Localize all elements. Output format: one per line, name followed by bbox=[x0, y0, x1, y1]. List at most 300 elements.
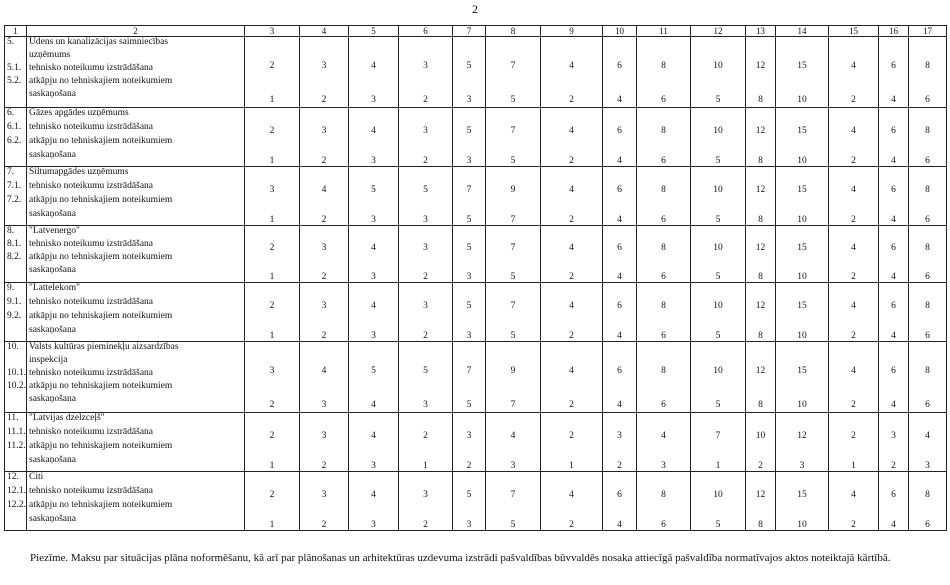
value-cell bbox=[746, 226, 776, 283]
value-cell bbox=[829, 472, 879, 531]
technical-conditions-fee: 8 bbox=[661, 185, 666, 195]
technical-conditions-fee: 3 bbox=[321, 243, 327, 253]
description-cell bbox=[27, 226, 245, 283]
deviation-approval-fee: 4 bbox=[891, 399, 896, 410]
value-cell bbox=[453, 283, 486, 342]
value-cell bbox=[691, 226, 746, 283]
technical-conditions-fee: 2 bbox=[269, 61, 275, 71]
technical-conditions-fee: 4 bbox=[851, 301, 856, 311]
technical-conditions-fee: 3 bbox=[321, 301, 327, 311]
description-line: tehnisko noteikumu izstrādāšana bbox=[29, 63, 153, 73]
technical-conditions-fee: 10 bbox=[713, 126, 723, 136]
row-number bbox=[7, 210, 25, 224]
description-line: tehnisko noteikumu izstrādāšana bbox=[29, 486, 153, 496]
description-cell bbox=[27, 283, 245, 342]
deviation-approval-fee: 1 bbox=[269, 519, 275, 530]
deviation-approval-fee: 1 bbox=[269, 94, 275, 105]
row-number: 10.1. bbox=[7, 368, 26, 378]
row-number-cell bbox=[5, 108, 27, 167]
technical-conditions-fee: 8 bbox=[661, 490, 666, 500]
deviation-approval-fee: 3 bbox=[371, 330, 376, 341]
deviation-approval-fee: 1 bbox=[269, 155, 275, 166]
technical-conditions-fee: 2 bbox=[269, 243, 275, 253]
deviation-approval-fee: 4 bbox=[617, 519, 622, 530]
deviation-approval-fee: 2 bbox=[423, 519, 428, 530]
description-line: tehnisko noteikumu izstrādāšana bbox=[29, 122, 153, 132]
value-cell bbox=[245, 472, 300, 531]
technical-conditions-fee: 3 bbox=[617, 431, 622, 441]
deviation-approval-fee: 2 bbox=[321, 94, 327, 105]
technical-conditions-fee: 3 bbox=[466, 431, 472, 441]
row-number: 10. bbox=[7, 342, 19, 352]
value-cell bbox=[691, 167, 746, 226]
deviation-approval-fee: 2 bbox=[423, 330, 428, 341]
value-cell bbox=[637, 108, 691, 167]
technical-conditions-fee: 15 bbox=[797, 301, 807, 311]
deviation-approval-fee: 6 bbox=[925, 519, 930, 530]
value-cell bbox=[637, 472, 691, 531]
deviation-approval-fee: 3 bbox=[423, 399, 428, 410]
value-cell bbox=[486, 283, 541, 342]
technical-conditions-fee: 4 bbox=[569, 490, 574, 500]
row-number: 9.1. bbox=[7, 297, 22, 307]
technical-conditions-fee: 4 bbox=[371, 126, 376, 136]
deviation-approval-fee: 5 bbox=[715, 399, 721, 410]
value-cell bbox=[300, 108, 349, 167]
deviation-approval-fee: 5 bbox=[466, 399, 472, 410]
value-cell bbox=[486, 37, 541, 108]
deviation-approval-fee: 2 bbox=[466, 460, 472, 471]
page-number: 2 bbox=[472, 2, 478, 16]
technical-conditions-fee: 4 bbox=[851, 490, 856, 500]
deviation-approval-fee: 3 bbox=[466, 519, 472, 530]
deviation-approval-fee: 2 bbox=[569, 155, 574, 166]
deviation-approval-fee: 1 bbox=[715, 460, 721, 471]
value-cell bbox=[349, 167, 399, 226]
value-cell bbox=[603, 226, 637, 283]
value-cell bbox=[637, 167, 691, 226]
description-line: saskaņošana bbox=[29, 455, 76, 465]
deviation-approval-fee: 5 bbox=[715, 155, 721, 166]
technical-conditions-fee: 7 bbox=[466, 185, 472, 195]
value-cell bbox=[300, 283, 349, 342]
deviation-approval-fee: 3 bbox=[371, 519, 376, 530]
row-number: 8. bbox=[7, 226, 15, 236]
technical-conditions-fee: 5 bbox=[423, 366, 428, 376]
column-header: 13 bbox=[746, 26, 776, 37]
value-cell bbox=[453, 37, 486, 108]
row-number: 12.1. bbox=[7, 486, 26, 496]
technical-conditions-fee: 5 bbox=[466, 126, 472, 136]
technical-conditions-fee: 7 bbox=[510, 301, 516, 311]
column-header: 14 bbox=[776, 26, 829, 37]
technical-conditions-fee: 6 bbox=[891, 243, 896, 253]
technical-conditions-fee: 3 bbox=[269, 366, 275, 376]
description-line: "Lattelekom" bbox=[29, 283, 81, 293]
technical-conditions-fee: 8 bbox=[661, 243, 666, 253]
deviation-approval-fee: 5 bbox=[466, 214, 472, 225]
description-line: tehnisko noteikumu izstrādāšana bbox=[29, 368, 153, 378]
description-line: saskaņošana bbox=[29, 89, 76, 99]
column-header: 11 bbox=[637, 26, 691, 37]
deviation-approval-fee: 2 bbox=[851, 271, 856, 282]
deviation-approval-fee: 4 bbox=[891, 271, 896, 282]
value-cell bbox=[541, 413, 603, 472]
value-cell bbox=[603, 283, 637, 342]
deviation-approval-fee: 10 bbox=[797, 214, 807, 225]
technical-conditions-fee: 12 bbox=[755, 185, 766, 195]
deviation-approval-fee: 10 bbox=[797, 519, 807, 530]
deviation-approval-fee: 1 bbox=[269, 214, 275, 225]
technical-conditions-fee: 6 bbox=[891, 301, 896, 311]
deviation-approval-fee: 10 bbox=[797, 271, 807, 282]
deviation-approval-fee: 5 bbox=[715, 214, 721, 225]
deviation-approval-fee: 2 bbox=[569, 519, 574, 530]
value-cell bbox=[603, 413, 637, 472]
value-cell bbox=[637, 226, 691, 283]
technical-conditions-fee: 5 bbox=[466, 243, 472, 253]
technical-conditions-fee: 10 bbox=[713, 185, 723, 195]
deviation-approval-fee: 5 bbox=[510, 519, 516, 530]
value-cell bbox=[776, 472, 829, 531]
technical-conditions-fee: 12 bbox=[755, 61, 766, 71]
value-cell bbox=[486, 167, 541, 226]
deviation-approval-fee: 4 bbox=[617, 94, 622, 105]
column-header: 1 bbox=[5, 26, 27, 37]
technical-conditions-fee: 12 bbox=[755, 243, 766, 253]
description-cell bbox=[27, 413, 245, 472]
technical-conditions-fee: 4 bbox=[851, 61, 856, 71]
deviation-approval-fee: 6 bbox=[661, 519, 666, 530]
value-cell bbox=[909, 342, 947, 413]
deviation-approval-fee: 2 bbox=[321, 214, 327, 225]
value-cell bbox=[245, 226, 300, 283]
deviation-approval-fee: 5 bbox=[510, 155, 516, 166]
row-number: 11. bbox=[7, 413, 19, 423]
deviation-approval-fee: 6 bbox=[925, 271, 930, 282]
deviation-approval-fee: 6 bbox=[925, 155, 930, 166]
value-cell bbox=[637, 37, 691, 108]
technical-conditions-fee: 8 bbox=[925, 243, 930, 253]
value-cell bbox=[829, 167, 879, 226]
deviation-approval-fee: 6 bbox=[661, 94, 666, 105]
value-cell bbox=[486, 413, 541, 472]
value-cell bbox=[541, 108, 603, 167]
deviation-approval-fee: 2 bbox=[758, 460, 763, 471]
value-cell bbox=[691, 413, 746, 472]
value-cell bbox=[349, 342, 399, 413]
description-line: atkāpju no tehniskajiem noteikumiem bbox=[29, 76, 173, 86]
value-cell bbox=[879, 167, 909, 226]
deviation-approval-fee: 3 bbox=[371, 155, 376, 166]
value-cell bbox=[245, 342, 300, 413]
technical-conditions-fee: 4 bbox=[371, 431, 376, 441]
value-cell bbox=[776, 226, 829, 283]
technical-conditions-fee: 4 bbox=[371, 301, 376, 311]
deviation-approval-fee: 3 bbox=[466, 271, 472, 282]
value-cell bbox=[603, 37, 637, 108]
deviation-approval-fee: 2 bbox=[321, 271, 327, 282]
technical-conditions-fee: 10 bbox=[713, 301, 723, 311]
description-line: saskaņošana bbox=[29, 325, 76, 335]
value-cell bbox=[300, 472, 349, 531]
row-number bbox=[7, 151, 25, 165]
value-cell bbox=[300, 342, 349, 413]
row-number-cell bbox=[5, 37, 27, 108]
description-line: Citi bbox=[29, 472, 44, 482]
technical-conditions-fee: 5 bbox=[371, 366, 376, 376]
technical-conditions-fee: 3 bbox=[321, 490, 327, 500]
deviation-approval-fee: 2 bbox=[851, 214, 856, 225]
value-cell bbox=[399, 37, 453, 108]
deviation-approval-fee: 4 bbox=[617, 271, 622, 282]
deviation-approval-fee: 3 bbox=[371, 94, 376, 105]
value-cell bbox=[399, 108, 453, 167]
technical-conditions-fee: 3 bbox=[423, 490, 428, 500]
technical-conditions-fee: 2 bbox=[851, 431, 856, 441]
row-number-cell bbox=[5, 472, 27, 531]
value-cell bbox=[746, 37, 776, 108]
technical-conditions-fee: 2 bbox=[269, 301, 275, 311]
deviation-approval-fee: 5 bbox=[715, 271, 721, 282]
technical-conditions-fee: 7 bbox=[715, 431, 721, 441]
technical-conditions-fee: 10 bbox=[713, 490, 723, 500]
description-line: tehnisko noteikumu izstrādāšana bbox=[29, 427, 153, 437]
description-line: atkāpju no tehniskajiem noteikumiem bbox=[29, 441, 173, 451]
value-cell bbox=[486, 342, 541, 413]
deviation-approval-fee: 3 bbox=[466, 155, 472, 166]
deviation-approval-fee: 8 bbox=[758, 155, 763, 166]
technical-conditions-fee: 6 bbox=[617, 126, 622, 136]
technical-conditions-fee: 9 bbox=[510, 185, 516, 195]
deviation-approval-fee: 6 bbox=[661, 214, 666, 225]
value-cell bbox=[637, 283, 691, 342]
row-number: 7.2. bbox=[7, 195, 22, 205]
technical-conditions-fee: 12 bbox=[755, 126, 766, 136]
technical-conditions-fee: 15 bbox=[797, 243, 807, 253]
value-cell bbox=[541, 342, 603, 413]
column-header: 2 bbox=[27, 26, 245, 37]
description-cell bbox=[27, 342, 245, 413]
deviation-approval-fee: 2 bbox=[423, 271, 428, 282]
deviation-approval-fee: 8 bbox=[758, 330, 763, 341]
column-header: 15 bbox=[829, 26, 879, 37]
description-cell bbox=[27, 167, 245, 226]
value-cell bbox=[829, 342, 879, 413]
technical-conditions-fee: 10 bbox=[713, 61, 723, 71]
row-number: 9.2. bbox=[7, 311, 22, 321]
deviation-approval-fee: 4 bbox=[891, 330, 896, 341]
technical-conditions-fee: 4 bbox=[321, 185, 327, 195]
deviation-approval-fee: 6 bbox=[925, 214, 930, 225]
value-cell bbox=[349, 283, 399, 342]
deviation-approval-fee: 4 bbox=[891, 519, 896, 530]
row-number bbox=[7, 456, 25, 470]
technical-conditions-fee: 9 bbox=[510, 366, 516, 376]
deviation-approval-fee: 3 bbox=[510, 460, 516, 471]
row-number: 12. bbox=[7, 472, 19, 482]
technical-conditions-fee: 7 bbox=[510, 490, 516, 500]
deviation-approval-fee: 6 bbox=[925, 399, 930, 410]
value-cell bbox=[776, 342, 829, 413]
value-cell bbox=[300, 226, 349, 283]
deviation-approval-fee: 2 bbox=[851, 155, 856, 166]
table-row bbox=[5, 472, 947, 531]
deviation-approval-fee: 2 bbox=[851, 330, 856, 341]
description-line: tehnisko noteikumu izstrādāšana bbox=[29, 181, 153, 191]
row-number bbox=[7, 395, 25, 408]
value-cell bbox=[776, 283, 829, 342]
deviation-approval-fee: 3 bbox=[321, 399, 327, 410]
deviation-approval-fee: 3 bbox=[371, 271, 376, 282]
deviation-approval-fee: 2 bbox=[321, 460, 327, 471]
deviation-approval-fee: 4 bbox=[891, 155, 896, 166]
technical-conditions-fee: 4 bbox=[569, 126, 574, 136]
value-cell bbox=[300, 167, 349, 226]
value-cell bbox=[746, 283, 776, 342]
value-cell bbox=[541, 226, 603, 283]
deviation-approval-fee: 10 bbox=[797, 330, 807, 341]
technical-conditions-fee: 2 bbox=[269, 490, 275, 500]
value-cell bbox=[349, 37, 399, 108]
technical-conditions-fee: 3 bbox=[321, 126, 327, 136]
technical-conditions-fee: 8 bbox=[661, 126, 666, 136]
row-number: 11.1. bbox=[7, 427, 26, 437]
deviation-approval-fee: 2 bbox=[617, 460, 622, 471]
value-cell bbox=[909, 472, 947, 531]
value-cell bbox=[399, 472, 453, 531]
deviation-approval-fee: 2 bbox=[423, 155, 428, 166]
row-number: 11.2. bbox=[7, 441, 26, 451]
deviation-approval-fee: 2 bbox=[891, 460, 896, 471]
technical-conditions-fee: 8 bbox=[925, 490, 930, 500]
value-cell bbox=[245, 283, 300, 342]
value-cell bbox=[399, 167, 453, 226]
row-number: 6.1. bbox=[7, 122, 22, 132]
value-cell bbox=[399, 283, 453, 342]
row-number bbox=[7, 90, 25, 103]
deviation-approval-fee: 3 bbox=[423, 214, 428, 225]
technical-conditions-fee: 2 bbox=[569, 431, 574, 441]
value-cell bbox=[691, 283, 746, 342]
value-cell bbox=[746, 108, 776, 167]
deviation-approval-fee: 1 bbox=[269, 460, 275, 471]
table-row bbox=[5, 226, 947, 283]
value-cell bbox=[909, 413, 947, 472]
column-header: 12 bbox=[691, 26, 746, 37]
technical-conditions-fee: 4 bbox=[371, 243, 376, 253]
value-cell bbox=[399, 342, 453, 413]
deviation-approval-fee: 6 bbox=[661, 330, 666, 341]
technical-conditions-fee: 6 bbox=[617, 301, 622, 311]
deviation-approval-fee: 6 bbox=[661, 271, 666, 282]
deviation-approval-fee: 2 bbox=[569, 330, 574, 341]
technical-conditions-fee: 12 bbox=[755, 366, 766, 376]
description-line: Ūdens un kanalizācijas saimniecības bbox=[29, 37, 169, 47]
deviation-approval-fee: 7 bbox=[510, 399, 516, 410]
column-header: 6 bbox=[399, 26, 453, 37]
description-line: Gāzes apgādes uzņēmums bbox=[29, 108, 129, 118]
technical-conditions-fee: 3 bbox=[321, 61, 327, 71]
value-cell bbox=[776, 108, 829, 167]
technical-conditions-fee: 7 bbox=[466, 366, 472, 376]
value-cell bbox=[909, 283, 947, 342]
technical-conditions-fee: 5 bbox=[466, 490, 472, 500]
description-line: atkāpju no tehniskajiem noteikumiem bbox=[29, 311, 173, 321]
value-cell bbox=[879, 342, 909, 413]
value-cell bbox=[453, 167, 486, 226]
deviation-approval-fee: 2 bbox=[321, 330, 327, 341]
value-cell bbox=[909, 108, 947, 167]
value-cell bbox=[541, 472, 603, 531]
description-line: saskaņošana bbox=[29, 265, 76, 275]
technical-conditions-fee: 7 bbox=[510, 61, 516, 71]
description-line: uzņēmums bbox=[29, 50, 71, 60]
value-cell bbox=[879, 108, 909, 167]
technical-conditions-fee: 4 bbox=[569, 61, 574, 71]
deviation-approval-fee: 3 bbox=[371, 214, 376, 225]
technical-conditions-fee: 4 bbox=[851, 185, 856, 195]
description-line: atkāpju no tehniskajiem noteikumiem bbox=[29, 195, 173, 205]
deviation-approval-fee: 5 bbox=[510, 271, 516, 282]
value-cell bbox=[909, 37, 947, 108]
value-cell bbox=[453, 342, 486, 413]
deviation-approval-fee: 1 bbox=[269, 330, 275, 341]
deviation-approval-fee: 2 bbox=[569, 214, 574, 225]
technical-conditions-fee: 4 bbox=[851, 243, 856, 253]
deviation-approval-fee: 1 bbox=[423, 460, 428, 471]
value-cell bbox=[245, 413, 300, 472]
technical-conditions-fee: 6 bbox=[891, 185, 896, 195]
table-row bbox=[5, 413, 947, 472]
value-cell bbox=[691, 37, 746, 108]
value-cell bbox=[486, 108, 541, 167]
technical-conditions-fee: 8 bbox=[925, 185, 930, 195]
deviation-approval-fee: 2 bbox=[851, 94, 856, 105]
value-cell bbox=[300, 37, 349, 108]
deviation-approval-fee: 4 bbox=[617, 155, 622, 166]
value-cell bbox=[453, 472, 486, 531]
value-cell bbox=[349, 413, 399, 472]
value-cell bbox=[909, 167, 947, 226]
deviation-approval-fee: 1 bbox=[269, 271, 275, 282]
value-cell bbox=[541, 167, 603, 226]
technical-conditions-fee: 4 bbox=[569, 243, 574, 253]
value-cell bbox=[349, 108, 399, 167]
technical-conditions-fee: 3 bbox=[423, 126, 428, 136]
description-line: inspekcija bbox=[29, 355, 68, 365]
value-cell bbox=[829, 226, 879, 283]
value-cell bbox=[829, 37, 879, 108]
deviation-approval-fee: 4 bbox=[617, 399, 622, 410]
deviation-approval-fee: 3 bbox=[371, 460, 376, 471]
technical-conditions-fee: 3 bbox=[423, 243, 428, 253]
value-cell bbox=[300, 413, 349, 472]
technical-conditions-fee: 4 bbox=[661, 431, 666, 441]
description-line: Siltumapgādes uzņēmums bbox=[29, 167, 129, 177]
deviation-approval-fee: 3 bbox=[466, 94, 472, 105]
value-cell bbox=[829, 108, 879, 167]
column-header: 7 bbox=[453, 26, 486, 37]
technical-conditions-fee: 6 bbox=[617, 61, 622, 71]
value-cell bbox=[603, 167, 637, 226]
technical-conditions-fee: 8 bbox=[925, 301, 930, 311]
row-number: 7. bbox=[7, 167, 15, 177]
deviation-approval-fee: 4 bbox=[617, 214, 622, 225]
technical-conditions-fee: 10 bbox=[713, 243, 723, 253]
technical-conditions-fee: 7 bbox=[510, 243, 516, 253]
deviation-approval-fee: 2 bbox=[269, 399, 275, 410]
